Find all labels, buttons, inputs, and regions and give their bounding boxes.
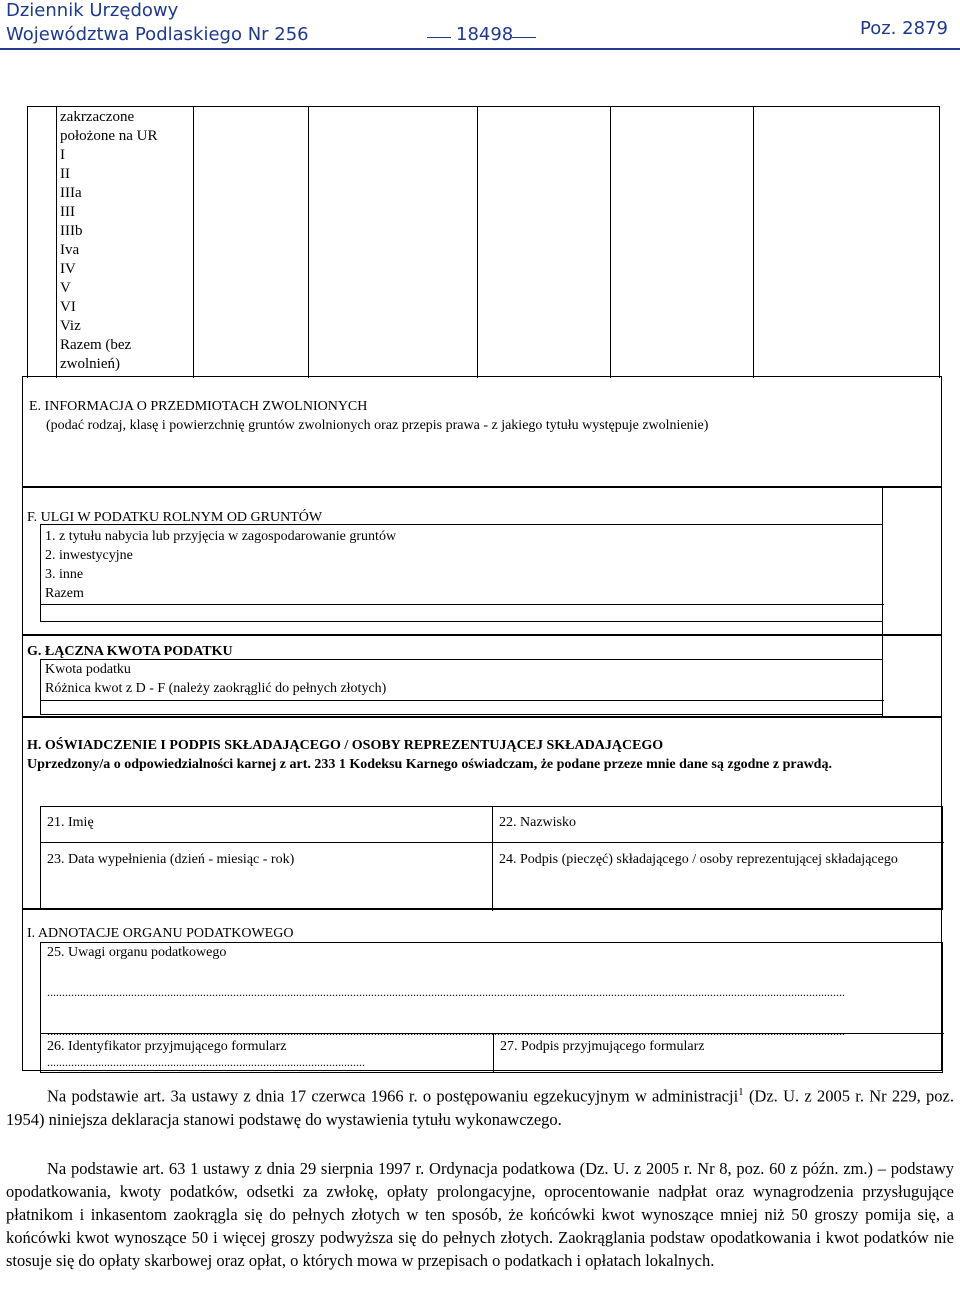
section-e-input-area[interactable] <box>46 439 926 483</box>
land-row-label: zakrzaczone <box>60 109 135 125</box>
section-g <box>22 635 942 717</box>
land-class-list <box>60 108 190 374</box>
land-row-label: IIIb <box>60 223 83 239</box>
page-number: 18498 <box>456 24 514 45</box>
relief-table <box>40 524 883 622</box>
tax-item: Różnica kwot z D - F (należy zaokrąglić do pełnych złotych) <box>45 681 387 696</box>
journal-subtitle: Województwa Podlaskiego Nr 256 <box>6 24 309 45</box>
section-e-title: E. INFORMACJA O PRZEDMIOTACH ZWOLNIONYCH <box>29 399 368 414</box>
land-row-label: położone na UR <box>60 128 158 144</box>
tax-amount-table <box>40 659 883 715</box>
field-receiver-signature-label: 27. Podpis przyjmującego formularz <box>500 1039 705 1054</box>
footnote-marker: 1 <box>738 1086 744 1098</box>
land-row-label: Razem (bez <box>60 337 132 353</box>
journal-title: Dziennik Urzędowy <box>6 0 179 21</box>
section-f <box>22 487 942 635</box>
field-authority-remarks-label: 25. Uwagi organu podatkowego <box>47 945 227 960</box>
field-first-name-label: 21. Imię <box>47 815 94 830</box>
land-row-label: zwolnień) <box>60 356 120 372</box>
field-signature[interactable] <box>493 843 943 909</box>
section-h <box>22 717 942 909</box>
header-rule <box>0 48 960 50</box>
field-last-name[interactable] <box>493 807 943 842</box>
section-g-title: G. ŁĄCZNA KWOTA PODATKU <box>27 644 233 659</box>
section-h-title: H. OŚWIADCZENIE I PODPIS SKŁADAJĄCEGO / OSOBY REPREZENTUJĄCEJ SKŁADAJĄCEGO <box>27 738 664 753</box>
field-fill-date-label: 23. Data wypełnienia (dzień - miesiąc - rok) <box>47 852 295 867</box>
relief-total-field[interactable] <box>42 605 882 621</box>
remarks-dotted-line: .......................................................................................................................................................................................................................................................................... <box>47 985 845 999</box>
field-last-name-label: 22. Nazwisko <box>499 815 576 830</box>
footnote-enforcement-text-end: (Dz. U. z 2005 r. Nr 229, poz. 1954) niniejsza deklaracja stanowi podstawę do wystawienia tytułu wykonawczego. <box>6 1086 954 1129</box>
field-fill-date[interactable] <box>41 843 491 909</box>
notes-grid <box>40 942 943 1073</box>
land-row-label: I <box>60 147 65 163</box>
field-authority-remarks[interactable] <box>41 943 941 1038</box>
relief-item: 2. inwestycyjne <box>45 548 133 563</box>
section-i <box>22 909 942 1071</box>
section-f-title: F. ULGI W PODATKU ROLNYM OD GRUNTÓW <box>27 510 323 525</box>
signature-grid <box>40 806 943 910</box>
land-row-label: Viz <box>60 318 81 334</box>
land-row-label: Iva <box>60 242 80 258</box>
relief-item: Razem <box>45 586 84 601</box>
relief-item: 1. z tytułu nabycia lub przyjęcia w zagospodarowanie gruntów <box>45 529 397 544</box>
section-i-title: I. ADNOTACJE ORGANU PODATKOWEGO <box>27 926 294 941</box>
field-signature-label: 24. Podpis (pieczęć) składającego / osoby reprezentującej składającego <box>499 852 898 867</box>
footnote-enforcement <box>6 1081 954 1131</box>
field-first-name[interactable] <box>41 807 491 842</box>
section-e <box>22 376 942 487</box>
tax-amount-field[interactable] <box>42 701 882 715</box>
land-row-label: II <box>60 166 70 182</box>
section-h-statement: Uprzedzony/a o odpowiedzialności karnej z art. 233 1 Kodeksu Karnego oświadczam, że podane przeze mnie dane są zgodne z prawdą. <box>27 757 832 772</box>
field-receiver-id-label: 26. Identyfikator przyjmującego formularz <box>47 1039 287 1054</box>
receiver-id-dotted-line: .......................................................................................................... <box>47 1055 365 1069</box>
page-number-rule-left <box>427 37 451 38</box>
position-number: Poz. 2879 <box>860 18 948 39</box>
remarks-dotted-line: .......................................................................................................................................................................................................................................................................... <box>47 1024 845 1038</box>
land-row-label: IV <box>60 261 76 277</box>
field-receiver-id[interactable] <box>41 1034 491 1072</box>
section-e-subtitle: (podać rodzaj, klasę i powierzchnię gruntów zwolnionych oraz przepis prawa - z jakiego tytułu występuje zwolnienie) <box>46 418 709 433</box>
land-row-label: III <box>60 204 75 220</box>
footnote-enforcement-text: Na podstawie art. 3a ustawy z dnia 17 czerwca 1966 r. o postępowaniu egzekucyjnym w administracji <box>47 1086 739 1106</box>
land-row-label: IIIa <box>60 185 82 201</box>
relief-item: 3. inne <box>45 567 84 582</box>
field-receiver-signature[interactable] <box>494 1034 942 1072</box>
land-row-label: V <box>60 280 71 296</box>
tax-item: Kwota podatku <box>45 662 131 677</box>
land-row-label: VI <box>60 299 76 315</box>
page-number-rule-right <box>512 37 536 38</box>
footnote-rounding: Na podstawie art. 63 1 ustawy z dnia 29 sierpnia 1997 r. Ordynacja podatkowa (Dz. U. z 2005 r. Nr 8, poz. 60 z późn. zm.) – podstawy opodatkowania, kwoty podatków, odsetki za zwłokę, opłaty prolongacyjne, oprocentowanie nadpłat oraz wynagrodzenia przysługujące płatnikom i inkasentom zaokrągla się do pełnych złotych w ten sposób, że końcówki kwot wynoszące mniej niż 50 groszy pomija się, a końcówki kwot wynoszące 50 i więcej groszy podwyższa się do pełnych złotych. Zaokrąglania podstaw opodatkowania i kwot podatków nie stosuje się do opłaty skarbowej oraz opłat, o których mowa w przepisach o podatkach i opłatach lokalnych. <box>6 1159 954 1270</box>
